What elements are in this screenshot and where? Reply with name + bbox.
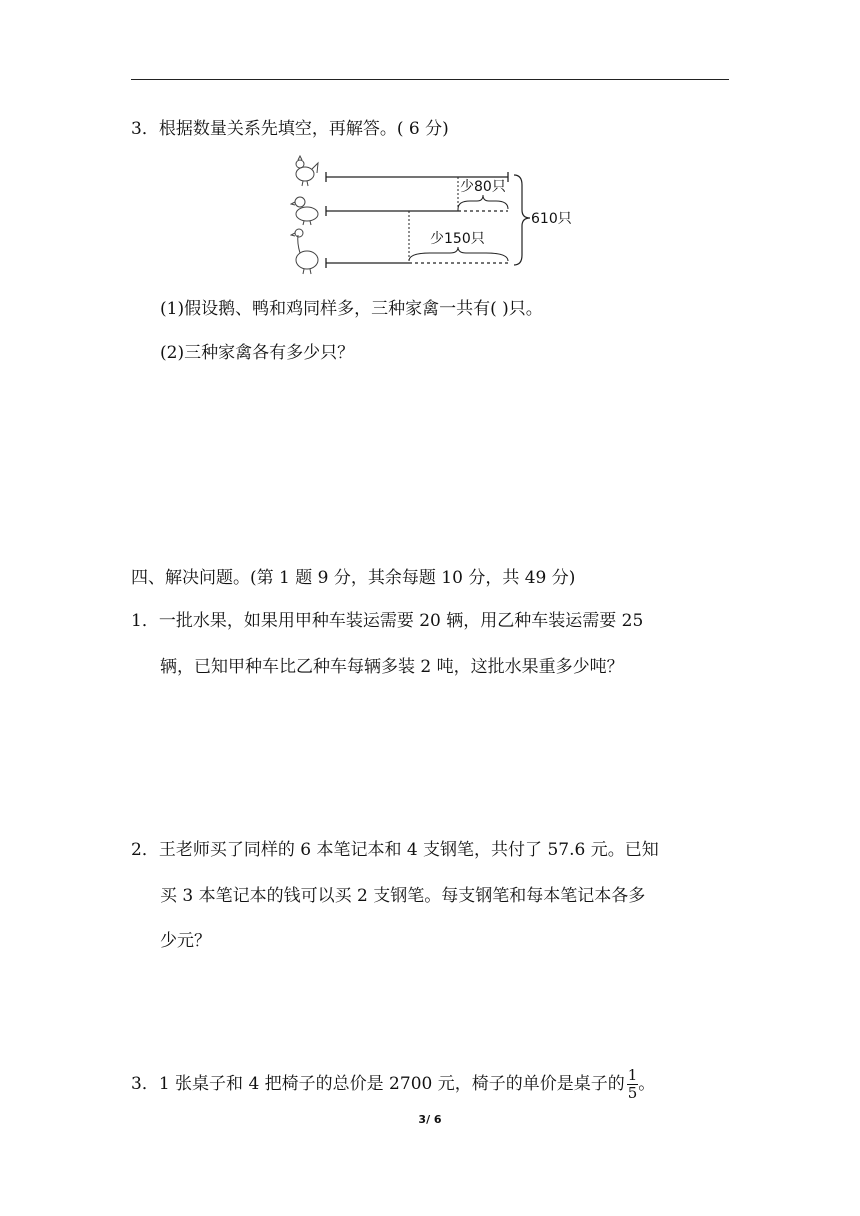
q3-end: 。 [638, 1074, 656, 1094]
goose-icon [291, 229, 318, 274]
goose-difference-label: 少150只 [430, 231, 485, 247]
q3-sub1: (1)假设鹅、鸭和鸡同样多，三种家禽一共有( )只。 [160, 299, 543, 319]
duck-icon [291, 197, 318, 225]
q3-title: 3．根据数量关系先填空，再解答。( 6 分) [131, 119, 449, 139]
fraction-numerator: 1 [627, 1066, 638, 1084]
duck-difference-label: 少80只 [460, 179, 506, 195]
total-label: 610只 [531, 211, 572, 227]
q2-line2: 买 3 本笔记本的钱可以买 2 支钢笔。每支钢笔和每本笔记本各多 [160, 886, 646, 906]
chicken-icon [296, 156, 318, 186]
fraction-denominator: 5 [627, 1084, 638, 1102]
q3-statement [131, 1064, 655, 1104]
page-number: 3/ 6 [418, 1113, 442, 1126]
q2-line3: 少元？ [160, 931, 211, 951]
section4-heading: 四、解决问题。(第 1 题 9 分，其余每题 10 分，共 49 分) [131, 568, 576, 588]
q2-line1: 2．王老师买了同样的 6 本笔记本和 4 支钢笔，共付了 57.6 元。已知 [131, 840, 659, 860]
q1-line2: 辆，已知甲种车比乙种车每辆多装 2 吨，这批水果重多少吨？ [160, 657, 624, 677]
fraction-one-fifth [627, 1067, 639, 1102]
q3-text: 3．1 张桌子和 4 把椅子的总价是 2700 元，椅子的单价是桌子的 [131, 1074, 625, 1094]
q3-sub2: (2)三种家禽各有多少只？ [160, 343, 355, 363]
line-segment-diagram [290, 155, 590, 280]
top-rule [131, 79, 729, 80]
q1-line1: 1．一批水果，如果用甲种车装运需要 20 辆，用乙种车装运需要 25 [131, 611, 644, 631]
